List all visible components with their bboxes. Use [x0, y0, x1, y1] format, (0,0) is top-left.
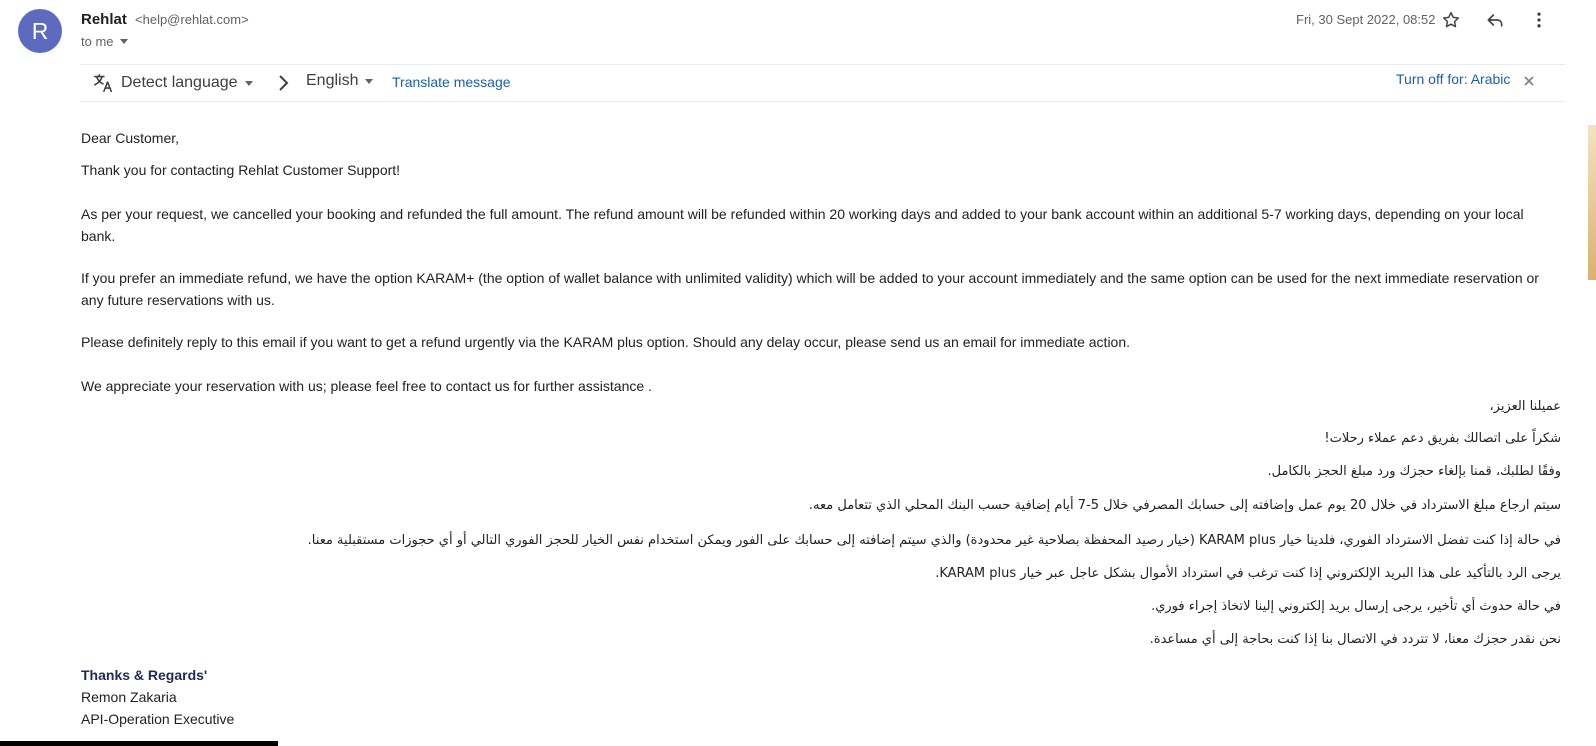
sender-header: [81, 11, 249, 28]
source-language-label: Detect language: [121, 74, 238, 91]
email-greeting: Dear Customer,: [81, 130, 180, 146]
bottom-edge-bar: [0, 741, 278, 746]
translate-bar: [80, 64, 1566, 102]
reply-icon: [1485, 10, 1505, 30]
signature-title: API-Operation Executive: [81, 711, 235, 727]
reply-button[interactable]: [1482, 7, 1508, 33]
email-paragraph-refund: As per your request, we cancelled your booking and refunded the full amount. The refund amount will be refunded within 20 working days and added to your bank account within an additional 5-7 working days, depending on your local bank.: [81, 206, 1524, 244]
chevron-right-icon: [277, 74, 289, 97]
sender-email: <help@rehlat.com>: [135, 12, 249, 27]
chevron-down-icon: [365, 79, 373, 84]
email-paragraph-reply: Please definitely reply to this email if you want to get a refund urgently via the KARAM plus option. Should any delay occur, please send us an email for immediate action.: [81, 334, 1131, 350]
source-language-select[interactable]: [92, 72, 253, 94]
target-language-label: English: [306, 72, 359, 89]
more-vertical-icon: [1529, 10, 1549, 30]
side-panel-edge: [1588, 125, 1596, 280]
close-icon: [1522, 74, 1536, 88]
star-icon: [1441, 10, 1461, 30]
more-options-button[interactable]: [1526, 7, 1552, 33]
turn-off-translation-link[interactable]: Turn off for: Arabic: [1396, 71, 1511, 87]
email-paragraph-appreciation: We appreciate your reservation with us; please feel free to contact us for further assistance .: [81, 378, 652, 394]
recipients-toggle[interactable]: [81, 34, 128, 49]
arabic-line: يرجى الرد بالتأكيد على هذا البريد الإلكتروني إذا كنت ترغب في استرداد الأموال بشكل عاجل عبر خيار KARAM plus.: [935, 566, 1561, 581]
arabic-line: في حالة حدوث أي تأخير، يرجى إرسال بريد إلكتروني إلينا لاتخاذ إجراء فوري.: [1151, 599, 1561, 614]
chevron-down-icon: [120, 39, 128, 44]
signature-closing: Thanks & Regards': [81, 667, 208, 683]
arabic-line: سيتم ارجاع مبلغ الاسترداد في خلال 20 يوم عمل وإضافته إلى حسابك المصرفي خلال 5-7 أيام إضافية حسب البنك المحلي الذي تتعامل معه.: [808, 498, 1561, 513]
translate-icon: [92, 72, 114, 94]
email-date: Fri, 30 Sept 2022, 08:52: [1296, 12, 1436, 27]
target-language-select[interactable]: [306, 72, 373, 90]
arabic-line: عميلنا العزيز،: [1489, 399, 1561, 414]
arabic-line: شكراً على اتصالك بفريق دعم عملاء رحلات!: [1324, 431, 1561, 446]
translate-message-link[interactable]: Translate message: [392, 74, 511, 90]
email-paragraph-karam: If you prefer an immediate refund, we have the option KARAM+ (the option of wallet balance with unlimited validity) which will be added to your account immediately and the same option can be used for the next immediate reservation or any future reservations with us.: [81, 270, 1539, 308]
close-translate-button[interactable]: [1522, 74, 1536, 93]
signature-name: Remon Zakaria: [81, 689, 177, 705]
star-button[interactable]: [1438, 7, 1464, 33]
arabic-line: نحن نقدر حجزك معنا، لا تتردد في الاتصال بنا إذا كنت بحاجة إلى أي مساعدة.: [1149, 632, 1561, 647]
email-thanks: Thank you for contacting Rehlat Customer Support!: [81, 162, 401, 178]
chevron-down-icon: [245, 81, 253, 86]
sender-name[interactable]: Rehlat: [81, 11, 127, 28]
arabic-line: في حالة إذا كنت تفضل الاسترداد الفوري، فلدينا خيار KARAM plus (خيار رصيد المحفظة بصلاحية غير محدودة) والذي سيتم إضافته إلى حسابك على الفور ويمكن استخدام نفس الخيار للحجز الفوري التالي أو أي حجوزات مستقبلية معنا.: [307, 533, 1561, 548]
arabic-line: وفقًا لطلبك، قمنا بإلغاء حجزك ورد مبلغ الحجز بالكامل.: [1267, 464, 1561, 479]
sender-avatar[interactable]: R: [18, 9, 62, 53]
recipients-label: to me: [81, 34, 114, 49]
